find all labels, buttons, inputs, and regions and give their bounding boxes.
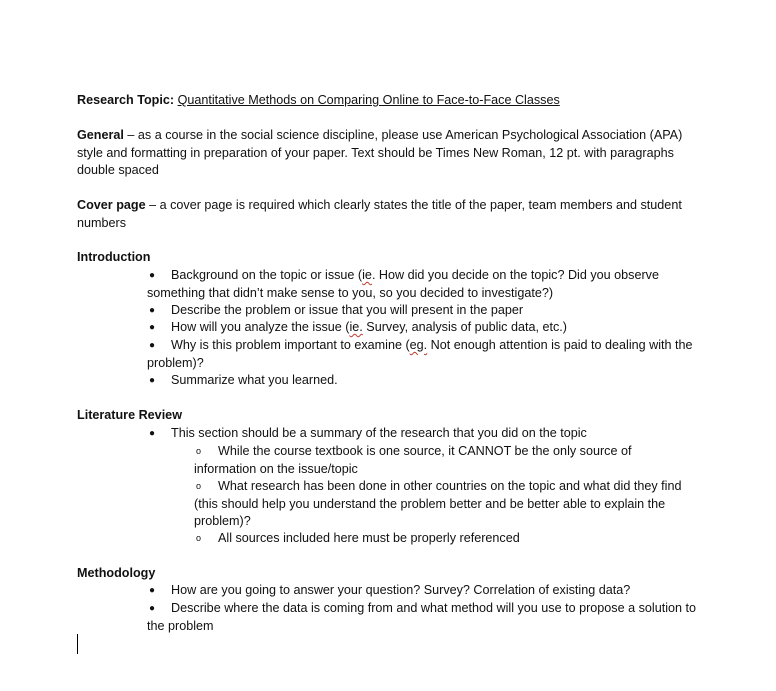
cover-page-paragraph xyxy=(77,197,697,232)
bullet-icon: ● xyxy=(149,270,156,281)
lit-subitem-1 xyxy=(194,443,694,478)
method-item-1-text: How are you going to answer your question? Survey? Correlation of existing data? xyxy=(171,583,631,597)
intro-item-3-text-a: How will you analyze the issue ( xyxy=(171,320,350,334)
general-text: – as a course in the social science discipline, please use American Psychological Association (APA) style and formatting in preparation of your paper. Text should be Times New Roman, 12 pt. with paragraphs double spaced xyxy=(77,128,683,177)
lit-subitem-3 xyxy=(194,530,694,548)
lit-item-1-text: This section should be a summary of the research that you did on the topic xyxy=(171,426,587,440)
bullet-icon: ● xyxy=(149,603,156,614)
spelling-flag[interactable]: eg. xyxy=(409,338,428,352)
spelling-flag[interactable]: ie xyxy=(362,268,372,282)
research-topic-title: Quantitative Methods on Comparing Online to Face-to-Face Classes xyxy=(177,93,560,107)
general-label: General xyxy=(77,128,124,142)
lit-subitem-1-text: While the course textbook is one source, it CANNOT be the only source of information on the issue/topic xyxy=(194,444,632,476)
circle-bullet-icon: o xyxy=(196,533,202,543)
methodology-heading: Methodology xyxy=(77,566,156,580)
spelling-flag[interactable]: ie. xyxy=(349,320,363,334)
method-item-2-text: Describe where the data is coming from and what method will you use to propose a solution to the problem xyxy=(147,601,697,633)
cover-page-label: Cover page xyxy=(77,198,146,212)
intro-item-3-text-b: Survey, analysis of public data, etc.) xyxy=(362,320,567,334)
research-topic-label: Research Topic: xyxy=(77,93,175,107)
bullet-icon: ● xyxy=(149,340,156,351)
bullet-icon: ● xyxy=(149,428,156,439)
intro-item-4-text-b: Not enough attention is paid to dealing with the problem)? xyxy=(147,338,693,370)
bullet-icon: ● xyxy=(149,375,156,386)
lit-subitem-2 xyxy=(194,478,694,531)
lit-subitem-3-text: All sources included here must be properly referenced xyxy=(218,531,520,545)
literature-review-heading: Literature Review xyxy=(77,408,182,422)
intro-item-1-text-b: . How did you decide on the topic? Did you observe something that didn’t make sense to you, so you decided to investigate?) xyxy=(147,268,659,300)
lit-subitem-2-text: What research has been done in other countries on the topic and what did they find (this should help you understand the problem better and be better able to explain the problem)? xyxy=(194,479,682,528)
lit-item-1 xyxy=(147,425,697,443)
intro-item-5-text: Summarize what you learned. xyxy=(171,373,338,387)
research-topic-line xyxy=(77,92,697,110)
intro-item-3 xyxy=(147,319,697,337)
cover-page-text: – a cover page is required which clearly states the title of the paper, team members and student numbers xyxy=(77,198,682,230)
intro-item-2 xyxy=(147,302,697,320)
circle-bullet-icon: o xyxy=(196,446,202,456)
intro-item-1-text-a: Background on the topic or issue ( xyxy=(171,268,363,282)
circle-bullet-icon: o xyxy=(196,481,202,491)
text-cursor xyxy=(77,634,78,654)
general-paragraph xyxy=(77,127,697,180)
intro-item-5 xyxy=(147,372,697,390)
method-item-1 xyxy=(147,582,697,600)
introduction-heading: Introduction xyxy=(77,250,151,264)
bullet-icon: ● xyxy=(149,585,156,596)
intro-item-4-text-a: Why is this problem important to examine ( xyxy=(171,338,410,352)
intro-item-2-text: Describe the problem or issue that you will present in the paper xyxy=(171,303,524,317)
intro-item-4 xyxy=(147,337,697,372)
intro-item-1 xyxy=(147,267,697,302)
method-item-2 xyxy=(147,600,697,635)
bullet-icon: ● xyxy=(149,305,156,316)
bullet-icon: ● xyxy=(149,322,156,333)
